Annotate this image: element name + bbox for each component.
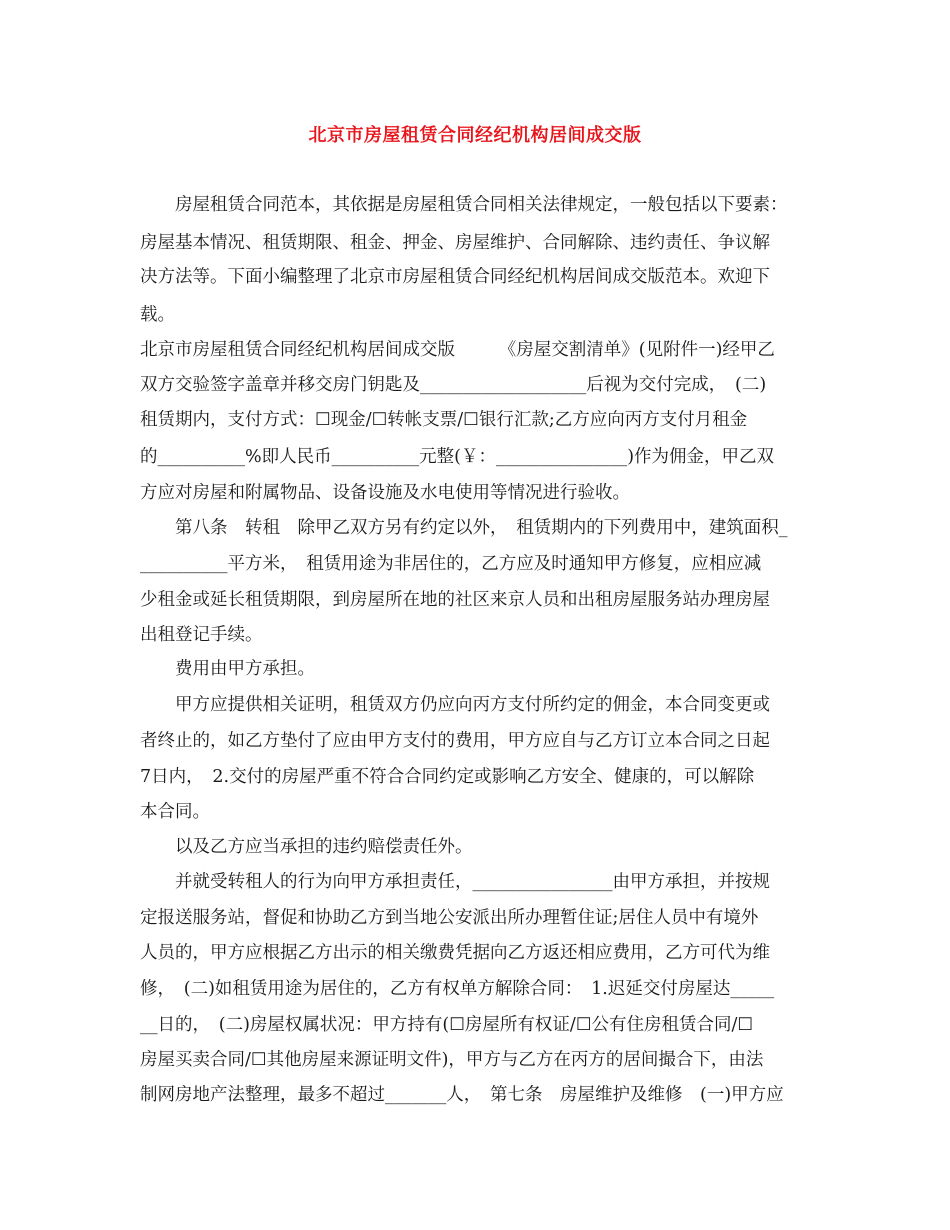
paragraph-line: 第八条 转租 除甲乙双方另有约定以外， 租赁期内的下列费用中，建筑面积_	[140, 518, 788, 538]
paragraph-line: 租赁期内，支付方式：☐现金/☐转帐支票/☐银行汇款;乙方应向丙方支付月租金	[140, 410, 748, 430]
paragraph-line: 房屋买卖合同/☐其他房屋来源证明文件)，甲方与乙方在丙方的居间撮合下，由法	[140, 1050, 764, 1070]
paragraph-line: 定报送服务站，督促和协助乙方到当地公安派出所办理暂住证;居住人员中有境外	[140, 908, 759, 928]
paragraph-line: 北京市房屋租赁合同经纪机构居间成交版 《房屋交割清单》(见附件一)经甲乙	[140, 340, 775, 360]
paragraph-line: 少租金或延长租赁期限，到房屋所在地的社区来京人员和出租房屋服务站办理房屋	[140, 590, 770, 610]
paragraph-line: 出租登记手续。	[140, 625, 263, 645]
paragraph-line: 甲方应提供相关证明，租赁双方仍应向丙方支付所约定的佣金，本合同变更或	[140, 695, 770, 715]
paragraph-line: 制网房地产法整理，最多不超过_______人， 第七条 房屋维护及维修 (一)甲方应	[140, 1085, 784, 1105]
paragraph-line: 决方法等。下面小编整理了北京市房屋租赁合同经纪机构居间成交版范本。欢迎下	[140, 267, 770, 287]
paragraph-line: 载。	[140, 305, 175, 325]
paragraph-line: 房屋租赁合同范本，其依据是房屋租赁合同相关法律规定，一般包括以下要素：	[140, 195, 788, 215]
paragraph-line: 双方交验签字盖章并移交房门钥匙及___________________后视为交付完成， (二)	[140, 375, 767, 395]
paragraph-line: 修， (二)如租赁用途为居住的，乙方有权单方解除合同： 1.迟延交付房屋达_____	[140, 979, 775, 999]
paragraph-line: 并就受转租人的行为向甲方承担责任，________________由甲方承担，并按规	[140, 872, 770, 892]
document-title: 北京市房屋租赁合同经纪机构居间成交版	[308, 125, 642, 146]
paragraph-line: 费用由甲方承担。	[140, 659, 315, 679]
paragraph-line: 房屋基本情况、租赁期限、租金、押金、房屋维护、合同解除、违约责任、争议解	[140, 233, 770, 253]
paragraph-line: 7日内， 2.交付的房屋严重不符合合同约定或影响乙方安全、健康的，可以解除	[140, 767, 755, 787]
paragraph-line: __________平方米， 租赁用途为非居住的，乙方应及时通知甲方修复，应相应减	[140, 554, 762, 574]
paragraph-line: 人员的，甲方应根据乙方出示的相关缴费凭据向乙方返还相应费用，乙方可代为维	[140, 943, 770, 963]
paragraph-line: 方应对房屋和附属物品、设备设施及水电使用等情况进行验收。	[140, 483, 630, 503]
paragraph-line: __日的， (二)房屋权属状况：甲方持有(☐房屋所有权证/☐公有住房租赁合同/☐	[140, 1015, 754, 1035]
paragraph-line: 以及乙方应当承担的违约赔偿责任外。	[140, 837, 473, 857]
paragraph-line: 本合同。	[140, 802, 210, 822]
paragraph-line: 者终止的，如乙方垫付了应由甲方支付的费用，甲方应自与乙方订立本合同之日起	[140, 731, 770, 751]
paragraph-line: 的__________%即人民币__________元整(￥：_______________)作为佣金，甲乙双	[140, 447, 775, 467]
